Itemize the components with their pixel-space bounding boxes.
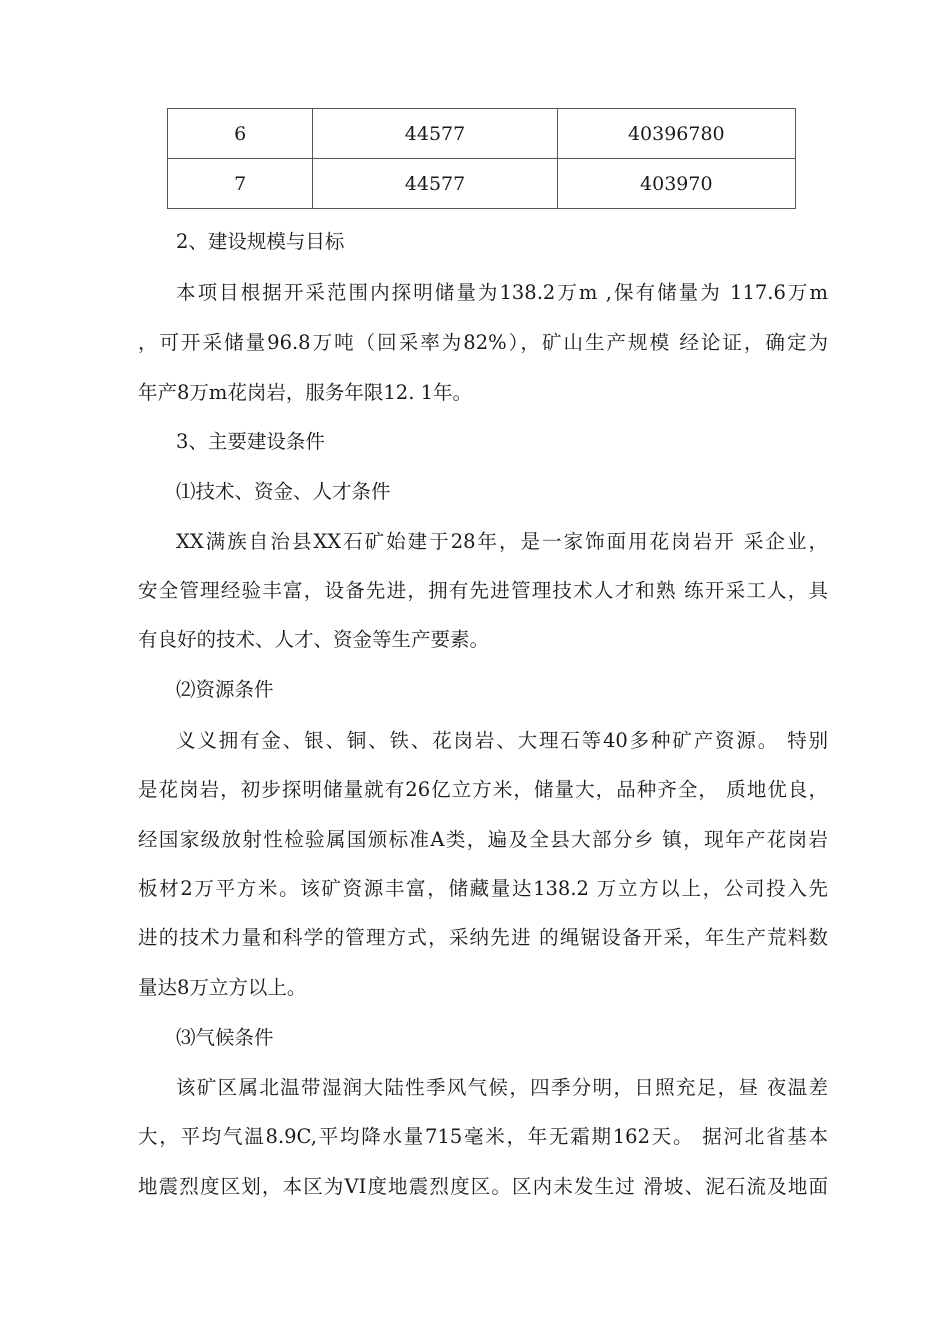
paragraph-line: ，可开采储量96.8万吨（回采率为82%），矿山生产规模 经论证，确定为 xyxy=(138,331,828,354)
paragraph-line: 年产8万m花岗岩，服务年限12. 1年。 xyxy=(138,381,473,404)
subsection-heading-resources: ⑵资源条件 xyxy=(176,678,274,701)
table-cell: 6 xyxy=(168,109,313,159)
reserves-table xyxy=(167,108,796,209)
paragraph-line: 量达8万立方以上。 xyxy=(138,976,307,999)
section-heading-conditions: 3、主要建设条件 xyxy=(176,430,325,453)
paragraph-line: 进的技术力量和科学的管理方式，采纳先进 的绳锯设备开采，年生产荒料数 xyxy=(138,926,828,949)
paragraph-line: 经国家级放射性检验属国颁标准A类，遍及全县大部分乡 镇，现年产花岗岩 xyxy=(138,828,828,851)
paragraph-line: 该矿区属北温带湿润大陆性季风气候，四季分明，日照充足，昼 夜温差 xyxy=(176,1076,828,1099)
paragraph-line: 地震烈度区划，本区为VI度地震烈度区。区内未发生过 滑坡、泥石流及地面 xyxy=(138,1175,828,1198)
paragraph-line: 板材2万平方米。该矿资源丰富，储藏量达138.2 万立方以上，公司投入先 xyxy=(138,877,828,900)
table-cell: 403970 xyxy=(557,159,795,209)
paragraph-line: 安全管理经验丰富，设备先进，拥有先进管理技术人才和熟 练开采工人，具 xyxy=(138,579,828,602)
paragraph-line: 大，平均气温8.9C,平均降水量715毫米，年无霜期162天。 据河北省基本 xyxy=(138,1125,828,1148)
subsection-heading-climate: ⑶气候条件 xyxy=(176,1026,274,1049)
table-cell: 7 xyxy=(168,159,313,209)
subsection-heading-tech: ⑴技术、资金、人才条件 xyxy=(176,480,391,503)
table-cell: 44577 xyxy=(313,109,557,159)
paragraph-line: 义义拥有金、银、铜、铁、花岗岩、大理石等40多种矿产资源。 特别 xyxy=(176,729,828,752)
table-cell: 40396780 xyxy=(557,109,795,159)
paragraph-line: 有良好的技术、人才、资金等生产要素。 xyxy=(138,628,490,651)
table-row xyxy=(168,109,796,159)
section-heading-scale: 2、建设规模与目标 xyxy=(176,230,345,253)
table-row xyxy=(168,159,796,209)
table-cell: 44577 xyxy=(313,159,557,209)
paragraph-line: 是花岗岩，初步探明储量就有26亿立方米，储量大，品种齐全， 质地优良， xyxy=(138,778,828,801)
paragraph-line: 本项目根据开采范围内探明储量为138.2万m ,保有储量为 117.6万m xyxy=(176,281,828,304)
paragraph-line: XX满族自治县XX石矿始建于28年，是一家饰面用花岗岩开 采企业， xyxy=(176,530,828,553)
